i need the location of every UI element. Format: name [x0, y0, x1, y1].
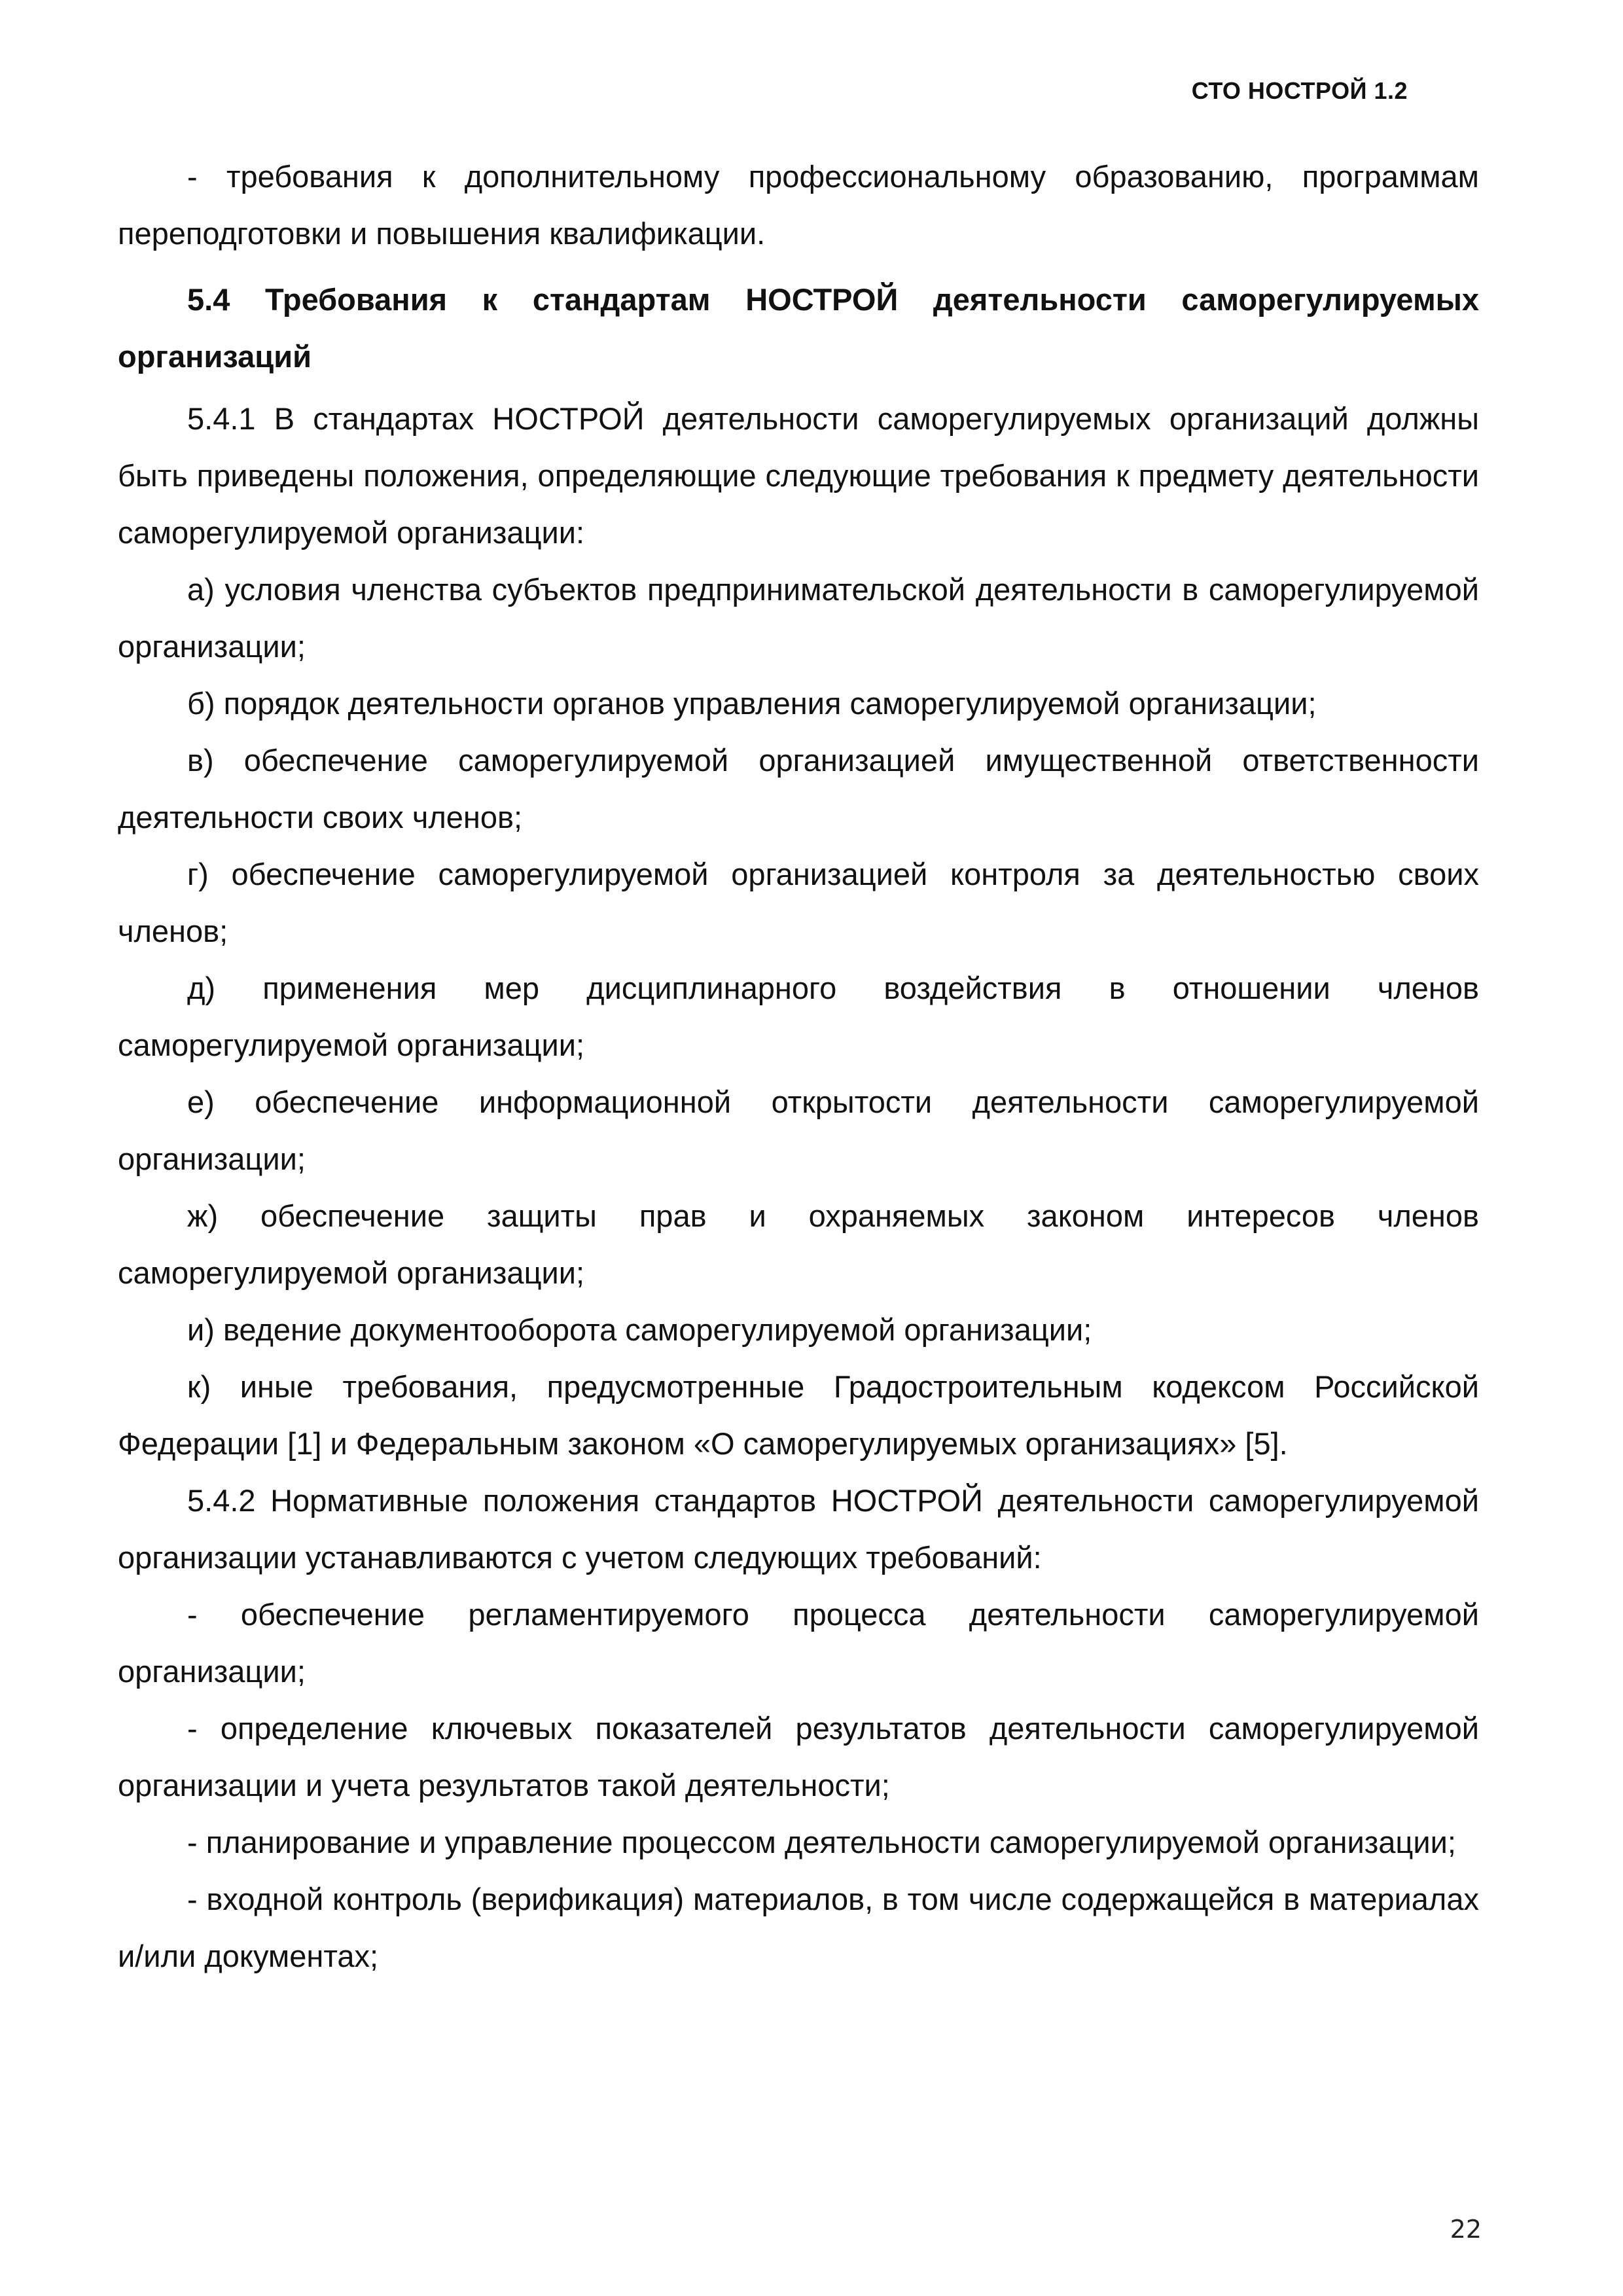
- list-item: б) порядок деятельности органов управления саморегулируемой организации;: [187, 686, 1317, 721]
- list-item: е) обеспечение информационной открытости деятельности саморегулируемой организации;: [118, 1085, 1479, 1176]
- list-item: а) условия членства субъектов предпринимательской деятельности в саморегулируемой организации;: [118, 572, 1479, 664]
- list-item: - определение ключевых показателей результатов деятельности саморегулируемой организации и учета результатов такой деятельности;: [118, 1711, 1479, 1803]
- list-item: - входной контроль (верификация) материалов, в том числе содержащейся в материалах и/или документах;: [118, 1882, 1479, 1973]
- document-body: [118, 148, 1479, 1984]
- list-item: д) применения мер дисциплинарного воздействия в отношении членов саморегулируемой организации;: [118, 971, 1479, 1062]
- document-code: СТО НОСТРОЙ 1.2: [1191, 77, 1408, 104]
- page-number: 22: [1450, 2215, 1482, 2244]
- paragraph: - требования к дополнительному профессиональному образованию, программам переподготовки и повышения квалификации.: [118, 159, 1479, 251]
- paragraph: 5.4.1 В стандартах НОСТРОЙ деятельности саморегулируемых организаций должны быть приведены положения, определяющие следующие требования к предмету деятельности саморегулируемой организации:: [118, 401, 1479, 550]
- list-item: ж) обеспечение защиты прав и охраняемых законом интересов членов саморегулируемой организации;: [118, 1198, 1479, 1290]
- list-item: в) обеспечение саморегулируемой организацией имущественной ответственности деятельности своих членов;: [118, 743, 1479, 834]
- paragraph: 5.4.2 Нормативные положения стандартов НОСТРОЙ деятельности саморегулируемой организации устанавливаются с учетом следующих требований:: [118, 1483, 1479, 1575]
- list-item: - планирование и управление процессом деятельности саморегулируемой организации;: [187, 1825, 1456, 1859]
- list-item: - обеспечение регламентируемого процесса деятельности саморегулируемой организации;: [118, 1597, 1479, 1689]
- list-item: и) ведение документооборота саморегулируемой организации;: [187, 1312, 1092, 1347]
- list-item: к) иные требования, предусмотренные Градостроительным кодексом Российской Федерации [1] и Федеральным законом «О саморегулируемых организациях» [5].: [118, 1369, 1479, 1461]
- section-heading: 5.4 Требования к стандартам НОСТРОЙ деятельности саморегулируемых организаций: [118, 282, 1479, 374]
- list-item: г) обеспечение саморегулируемой организацией контроля за деятельностью своих членов;: [118, 857, 1479, 948]
